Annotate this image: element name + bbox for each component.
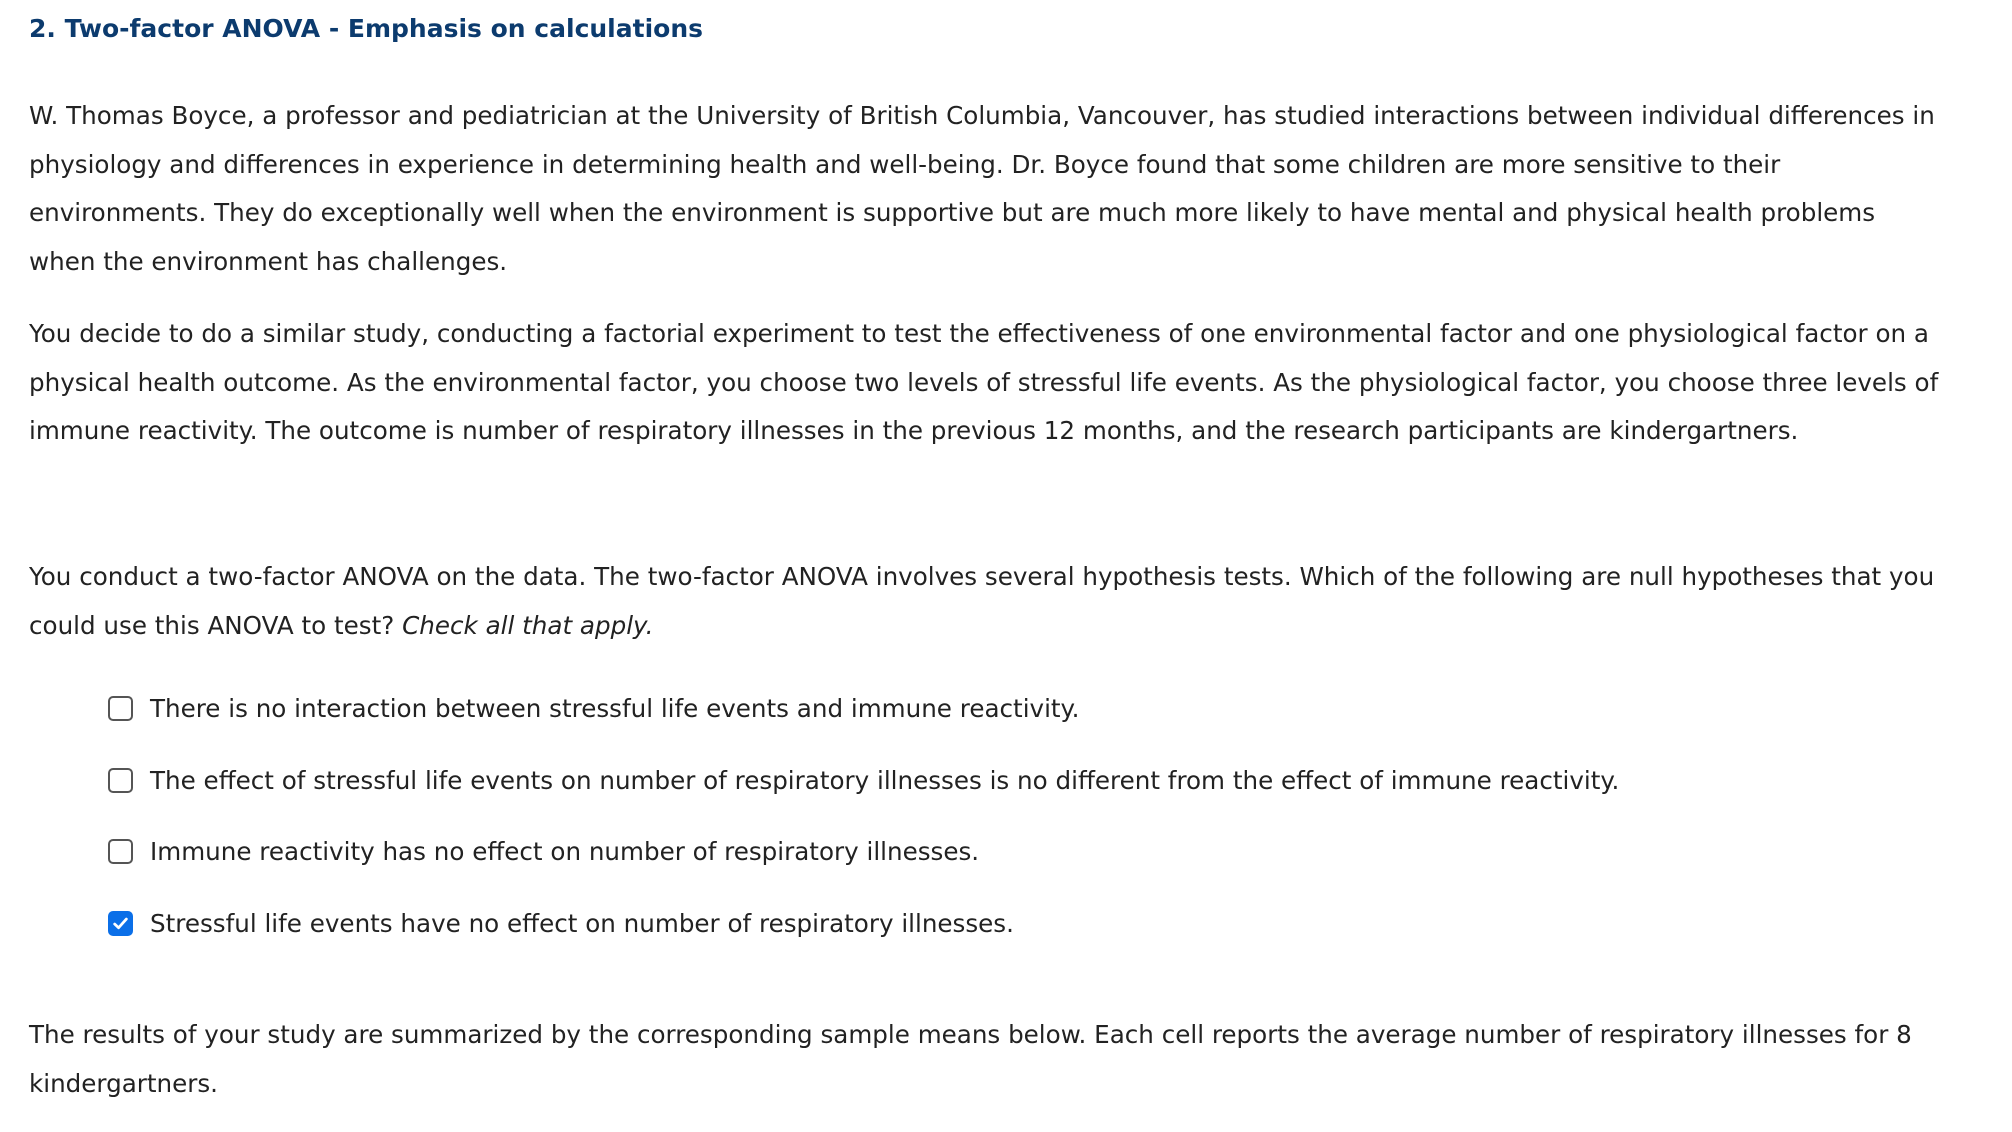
question-prompt	[29, 553, 1939, 650]
option-3-label: Immune reactivity has no effect on number of respiratory illnesses.	[150, 836, 980, 866]
prompt-text: You conduct a two-factor ANOVA on the data. The two-factor ANOVA involves several hypothesis tests. Which of the following are null hypotheses that you could use this ANOVA to test?	[29, 562, 1935, 640]
option-1-label: There is no interaction between stressful life events and immune reactivity.	[150, 693, 1080, 723]
option-1-checkbox[interactable]	[108, 696, 133, 721]
prompt-instruction: Check all that apply.	[402, 610, 654, 640]
option-stress-no-effect[interactable]	[108, 901, 1014, 945]
option-2-checkbox[interactable]	[108, 768, 133, 793]
checkmark-icon	[112, 915, 129, 932]
option-no-interaction[interactable]	[108, 686, 1079, 730]
option-3-checkbox[interactable]	[108, 839, 133, 864]
option-immune-no-effect[interactable]	[108, 829, 979, 873]
option-effects-no-different[interactable]	[108, 758, 1619, 802]
study-description-paragraph: You decide to do a similar study, conducting a factorial experiment to test the effectiveness of one environmental factor and one physiological factor on a physical health outcome. As the environmental factor, you choose two levels of stressful life events. As the physiological factor, you choose three levels of immune reactivity. The outcome is number of respiratory illnesses in the previous 12 months, and the research participants are kindergartners.	[29, 319, 1939, 445]
intro-paragraph: W. Thomas Boyce, a professor and pediatrician at the University of British Columbia, Vancouver, has studied interactions between individual differences in physiology and differences in experience in determining health and well-being. Dr. Boyce found that some children are more sensitive to their environments. They do exceptionally well when the environment is supportive but are much more likely to have mental and physical health problems when the environment has challenges.	[29, 101, 1935, 276]
results-paragraph: The results of your study are summarized by the corresponding sample means below. Each cell reports the average number of respiratory illnesses for 8 kindergartners.	[29, 1020, 1912, 1098]
option-4-checkbox[interactable]	[108, 911, 133, 936]
option-2-label: The effect of stressful life events on number of respiratory illnesses is no different from the effect of immune reactivity.	[150, 765, 1620, 795]
question-title: 2. Two-factor ANOVA - Emphasis on calculations	[29, 14, 703, 43]
option-4-label: Stressful life events have no effect on number of respiratory illnesses.	[150, 908, 1014, 938]
